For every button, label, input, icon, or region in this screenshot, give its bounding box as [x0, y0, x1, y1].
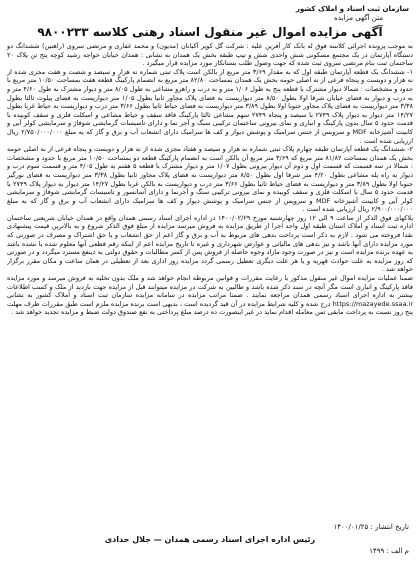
notice-body [7, 42, 413, 523]
intro-paragraph: به موجب پرونده اجرائی کلاسه فوق له بانک کار آفرین علیه : شرکت گل کوپر آکبانان (مدیون) و محمد غفاری و مرتضی سروی (راهنین) ششدانگ دو دستگاه آپارتمان در یک مجتمع مسکونی شش واحدی شش و تیپ طبقه بخش یک همدان به نشانی : همدان خیابان خواجه رشید کوچه پنج تن پلاک ۲۰ ساختمان ثبت بنام مرتضی سروی ثبت شده که جهت وصول طلب بستانکار مورد مزایده قرار میگیرد . [7, 42, 413, 68]
publish-date: تاریخ انتشار : ۱۴۰۰/۰۱/۲۵ [333, 523, 409, 531]
organization-name: سازمان ثبت اسناد و املاک کشور [295, 5, 409, 13]
notice-title: آگهی مزایده اموال غیر منقول اسناد رهنی کلاسه ۹۸۰۰۲۳۳ [37, 25, 383, 39]
notice-type: متن آگهی مزایده [334, 14, 383, 22]
additional-terms-paragraph: ضمنا عملیات مزایده اموال غیر منقول مذکور با رعایت مقررات و قوانین مربوطه انجام خواهد شد و ملک بدون تخلیه به فروش میرسد و مورد مزایده فاقد پارکینگ و انباری است مگر آنچه در سند ذکر شده باشد و طالبین به شرکت در مزایده میتوانند قبل از مزایده جهت بازدید از ملک و کسب اطلاعات بیشتر به اداره اجرای اسناد رسمی همدان مراجعه نمایند . ضمنا مراتب مزایده در سامانه مزایده سازمان ثبت اسناد و املاک کشور به نشانی https://mazayede.ssaa.ir درج شده و کلیه شرایط مزایده در آن قید گردیده است ، بدیهی است برنده مزایده ملزم است طبق مقررات ظرف مهلت پنج روز نسبت به پرداخت مابقی ثمن معامله اقدام نماید در غیر اینصورت ده درصد مبلغ پرداختی به نفع صندوق دولت ضبط و مزایده تجدید خواهد شد . [7, 274, 413, 317]
signature-line: رئیس اداره اجرای اسناد رسمی همدان — جلال حدادی [104, 535, 316, 544]
auction-terms-paragraph: پلاکهای فوق الذکر از ساعت ۹ الی ۱۲ روز چهارشنبه مورخ ۱۴۰۰/۰۲/۲۹ در اداره اجرای اسناد رسمی همدان واقع در همدان خیابان شریعتی ساختمان اداره ثبت اسناد و املاک استان طبقه اول واحد اجرا از طریق مزایده به فروش میرسد مزایده از مبلغ فوق الذکر شروع و به بالاترین قیمت پیشنهادی نقدا فروخته می شود . لازم به ذکر است پرداخت بدهی های مربوط به آب و برق و گاز اعم از حق انشعاب و یا حق اشتراک و مصرف در صورتی که مورد مزایده دارای آنها باشد و نیز بدهی های مالیاتی و عوارض شهرداری و غیره تا تاریخ مزایده اعم از اینکه رقم قطعی آنها معلوم شده یا نشده باشد به عهده برنده مزایده است و نیز در صورت وجود مازاد وجوه حاصله از فروش پس از کسر مطالبات و حقوق دولتی به ذینفع مسترد میگردد و در صورتی که روز مزایده به علت حوادث قهریه و یا هر علت دیگری تعطیل رسمی گردد مزایده روز اداری بعد از تعطیلی در همان ساعت و مکان مقرر برگزار خواهد شد . [7, 213, 413, 274]
item-1-paragraph: ۱- ششدانگ یک قطعه آپارتمان طبقه اول که به مقدار ۳/۶۹ متر مربع از بالکن است پلاک ثبتی شماره نه هزار و سیصد و شصت و هفت مجزی شده از نه هزار و دویست و پنجاه فرعی از نه اصلی حومه بخش یک همدان بمساحت ۸۲/۸۰ متر مربع به انضمام پارکینگ قطعه هفت بمساحت ۱۰/۵۰ متر مربع با حدود و مشخصات : شمالا دیوار مشترک با قطعه پنج به طول ۱/۰۶ متر و به درب و راهرو مشاعی به طول ۸/۰۵ متر و دیوار مشترک به طول ۴/۶۰ متر و به درب و دیوار به فضای خیابان شرقا اولا بطول ۸/۵۰ متر دیواریست به فضای پلاک مجاور ثانیا بطول ۱/۰۵ متر دیواریست به فضای پیلوت ثالثا بطول ۳/۳۸ متر دیواریست به فضای پلاک مجاور جنوبا اولا بطول ۳/۸۹ متر دیواریست به فضای حیاط ثانیا بطول ۳/۶۶ متر درب و دیواریست به حیاط غربا بطول ۱۴/۲۷ متر دیوار به دیوار پلاک ۲۷۴۹ با سیصد و پنجاه ۲۷۴۹ سهم مشاعی ثالثا پارکینگ فاقد سقف و حیاط مشاعی و اسکلت فلزی و سقف کوبیده با قدمت حدود ۵ سال بدون پارکینگ و انباری و نمای بیرونی ساختمان ترکیبی سنگ و آجر نما و دارای تاسیسات گرمایشی شوفاژ و سرمایشی کولر آبی و کابینت آشپزخانه MDF و سرویس از جنس سرامیک و پوشش دیوار و کف ها سرامیک دارای انشعاب آب و برق و گاز که به مبلغ ۲/۷۵۰/۰۰۰/۰۰۰ ریال ارزیابی شده است . [7, 67, 413, 145]
item-2-paragraph: ۲- ششدانگ یک قطعه آپارتمان طبقه چهارم پلاک ثبتی شماره نه هزار و سیصد و هفتاد مجزی شده از نه هزار و دویست و پنجاه فرعی از نه اصلی حومه بخش یک همدان بمساحت ۸۱/۸۲ متر مربع که ۳/۶۹ متر مربع آن بالکن است به انضمام پارکینگ قطعه دو بمساحت ۱۰/۵۰ متر مربع با حدود و مشخصات : شمالا در سه قسمت که قسمت اول و دوم آن دیوار بیرونی بطول ۱/۰۷ متر و دیوار مشترک با قطعه ۵ هفتم به طول ۴/۰۵ متر و قسمت سوم درب و دیوار به راه پله مشاعی بطول ۴/۲۰ متر شرقا اول بطول ۸/۵۰ متر دیواریست به فضای پلاک مجاور ثانیا بطول ۳/۳۸ متر دیواریست به فضای نورگیر جنوبا اولا بطول ۳/۸۹ متر و دیواریست به فضای حیاط ثانیا بطول ۳/۶۶ متر درب و دیواریست به بالکن غربا بطول ۱۴/۲۷ متر دیوار به دیوار پلاک ۲۷۴۹ با قدمت حدود ۵ سال با اسکلت فلزی و سقف کوبیده و نمای بیرونی ترکیبی سنگ و آجرنما و دارای آسانسور و تاسیسات گرمایشی شوفاژ و سرمایشی کولر آبی و کابینت آشپزخانه MDF و سرویس از جنس سرامیک و پوشش دیوار و کف ها سرامیک دارای انشعاب آب و برق و گاز که به مبلغ ۲/۹۰۰/۰۰۰/۰۰۰ ریال ارزیابی شده است . [7, 145, 413, 214]
notice-code: م الف : ۱۴۹۹ [369, 547, 409, 555]
